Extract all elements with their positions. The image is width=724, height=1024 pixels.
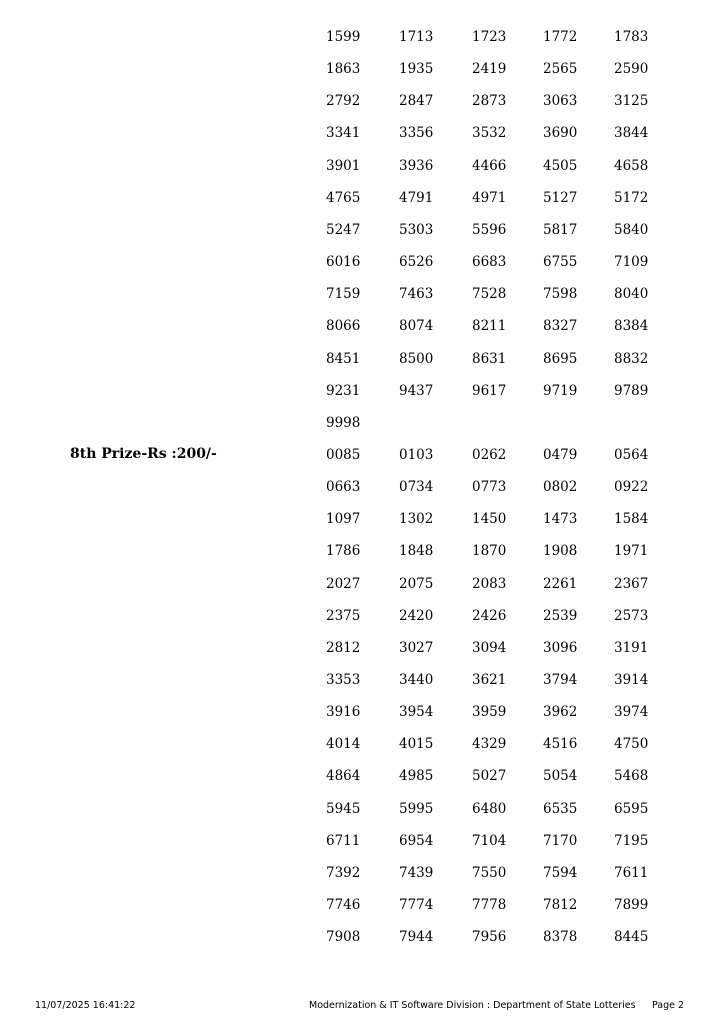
- winning-number: 7611: [614, 864, 649, 881]
- winning-number: 8832: [614, 350, 649, 367]
- winning-number: 4971: [472, 189, 507, 206]
- winning-number: 7598: [543, 286, 578, 303]
- winning-number: 5596: [472, 221, 507, 238]
- winning-number: 4985: [399, 768, 434, 785]
- winning-number: 3191: [614, 639, 649, 656]
- winning-number: 5054: [543, 768, 578, 785]
- winning-number: 7170: [543, 832, 578, 849]
- winning-number: 7528: [472, 286, 507, 303]
- winning-number: 7774: [399, 897, 434, 913]
- winning-number: 8040: [614, 286, 649, 303]
- number-row: [326, 702, 666, 722]
- winning-number: 1713: [399, 29, 434, 45]
- winning-number: 3341: [326, 125, 361, 142]
- number-row: [326, 349, 666, 369]
- winning-number: 7956: [472, 929, 507, 946]
- winning-number: 2812: [326, 639, 361, 656]
- winning-number: 8066: [326, 318, 361, 335]
- winning-number: 0663: [326, 479, 361, 496]
- number-row: [326, 574, 666, 594]
- winning-number: 3440: [399, 672, 434, 688]
- winning-number: 0479: [543, 446, 578, 463]
- winning-number: 5817: [543, 221, 578, 238]
- winning-number: 2873: [472, 93, 507, 110]
- winning-number: 7195: [614, 832, 649, 849]
- winning-number: 3959: [472, 704, 507, 721]
- number-row: [326, 863, 666, 883]
- winning-number: 3936: [399, 157, 434, 174]
- winning-number: 3844: [614, 125, 649, 142]
- winning-number: 6954: [399, 832, 434, 849]
- winning-number: 9719: [543, 382, 578, 399]
- winning-number: 0103: [399, 446, 434, 463]
- number-row: [326, 477, 666, 497]
- winning-number: 6526: [399, 254, 434, 270]
- winning-number: 1908: [543, 543, 578, 560]
- footer-timestamp: 11/07/2025 16:41:22: [35, 1000, 136, 1011]
- winning-number: 4466: [472, 157, 507, 174]
- winning-number: 1848: [399, 543, 434, 560]
- winning-number: 2420: [399, 607, 434, 624]
- winning-number: 1783: [614, 29, 649, 45]
- winning-number: 4516: [543, 736, 578, 753]
- winning-number: 5840: [614, 221, 649, 238]
- winning-number: 9617: [472, 382, 507, 399]
- number-row: [326, 381, 666, 401]
- footer-page-number: Page 2: [652, 1000, 685, 1011]
- number-row: [326, 220, 666, 240]
- winning-number: 3356: [399, 125, 434, 142]
- winning-number: 0262: [472, 446, 507, 463]
- winning-number: 9231: [326, 382, 361, 399]
- winning-number: 8451: [326, 350, 361, 367]
- winning-number: 7439: [399, 864, 434, 881]
- winning-number: 4765: [326, 189, 361, 206]
- winning-number: 7594: [543, 864, 578, 881]
- winning-number: 4791: [399, 189, 434, 206]
- number-row: [326, 766, 666, 786]
- winning-number: 1863: [326, 61, 361, 78]
- winning-number: 3901: [326, 157, 361, 174]
- winning-number: 3794: [543, 672, 578, 688]
- winning-number: 4864: [326, 768, 361, 785]
- winning-number: 7899: [614, 897, 649, 913]
- winning-number: 2261: [543, 575, 578, 592]
- winning-number: 8445: [614, 929, 649, 946]
- winning-number: 6683: [472, 254, 507, 270]
- number-row: [326, 188, 666, 208]
- winning-number: 2847: [399, 93, 434, 110]
- winning-number: 1723: [472, 29, 507, 45]
- winning-number: 0734: [399, 479, 434, 496]
- winning-number: 2573: [614, 607, 649, 624]
- winning-number: 2027: [326, 575, 361, 592]
- winning-number: 3914: [614, 672, 649, 688]
- winning-number: 4014: [326, 736, 361, 753]
- winning-number: 7746: [326, 897, 361, 913]
- winning-number: 3125: [614, 93, 649, 110]
- winning-number: 3954: [399, 704, 434, 721]
- number-row: [326, 799, 666, 819]
- winning-number: 2792: [326, 93, 361, 110]
- winning-number: 0802: [543, 479, 578, 496]
- number-row: [326, 27, 666, 47]
- winning-number: 3063: [543, 93, 578, 110]
- winning-number: 7908: [326, 929, 361, 946]
- winning-number: 3974: [614, 704, 649, 721]
- winning-number: 6535: [543, 800, 578, 817]
- winning-number: 7159: [326, 286, 361, 303]
- winning-number: 0922: [614, 479, 649, 496]
- winning-number: 1971: [614, 543, 649, 560]
- number-row: [326, 670, 666, 690]
- number-row: [326, 638, 666, 658]
- prize-label-8th: 8th Prize-Rs :200/-: [70, 446, 217, 462]
- winning-number: 7944: [399, 929, 434, 946]
- winning-number: 6016: [326, 254, 361, 270]
- number-row: [326, 606, 666, 626]
- winning-number: 4505: [543, 157, 578, 174]
- number-row: [326, 509, 666, 529]
- footer-division: Modernization & IT Software Division : Department of State Lotteries: [309, 1000, 636, 1011]
- winning-number: 3621: [472, 672, 507, 688]
- winning-number: 1870: [472, 543, 507, 560]
- winning-number: 3690: [543, 125, 578, 142]
- winning-number: 2367: [614, 575, 649, 592]
- number-row: [326, 413, 666, 433]
- winning-number: 7550: [472, 864, 507, 881]
- winning-number: 4658: [614, 157, 649, 174]
- winning-number: 5027: [472, 768, 507, 785]
- winning-number: 2083: [472, 575, 507, 592]
- winning-number: 2375: [326, 607, 361, 624]
- winning-number: 4015: [399, 736, 434, 753]
- winning-number: 5247: [326, 221, 361, 238]
- winning-number: 1584: [614, 511, 649, 528]
- number-row: [326, 123, 666, 143]
- winning-number: 0773: [472, 479, 507, 496]
- winning-number: 9789: [614, 382, 649, 399]
- number-row: [326, 59, 666, 79]
- winning-number: 2419: [472, 61, 507, 78]
- winning-number: 2590: [614, 61, 649, 78]
- winning-number: 8378: [543, 929, 578, 946]
- winning-number: 5303: [399, 221, 434, 238]
- number-row: [326, 734, 666, 754]
- winning-number: 6595: [614, 800, 649, 817]
- winning-number: 7463: [399, 286, 434, 303]
- winning-number: 3916: [326, 704, 361, 721]
- winning-number: 5172: [614, 189, 649, 206]
- winning-number: 5468: [614, 768, 649, 785]
- winning-number: 1302: [399, 511, 434, 528]
- winning-number: 0564: [614, 446, 649, 463]
- number-row: [326, 252, 666, 272]
- winning-number: 3027: [399, 639, 434, 656]
- winning-number: 1473: [543, 511, 578, 528]
- winning-number: 2565: [543, 61, 578, 78]
- winning-number: 1450: [472, 511, 507, 528]
- number-row: [326, 156, 666, 176]
- winning-number: 3962: [543, 704, 578, 721]
- winning-number: 7104: [472, 832, 507, 849]
- winning-number: 3353: [326, 672, 361, 688]
- number-row: [326, 445, 666, 465]
- winning-number: 8074: [399, 318, 434, 335]
- number-row: [326, 91, 666, 111]
- winning-number: 8500: [399, 350, 434, 367]
- winning-number: 8327: [543, 318, 578, 335]
- winning-number: 4329: [472, 736, 507, 753]
- number-row: [326, 927, 666, 947]
- winning-number: 9998: [326, 414, 361, 431]
- number-row: [326, 284, 666, 304]
- number-row: [326, 831, 666, 851]
- winning-number: 3096: [543, 639, 578, 656]
- winning-number: 7392: [326, 864, 361, 881]
- winning-number: 1935: [399, 61, 434, 78]
- winning-number: 4750: [614, 736, 649, 753]
- winning-number: 1786: [326, 543, 361, 560]
- winning-number: 6755: [543, 254, 578, 270]
- winning-number: 6711: [326, 832, 361, 849]
- number-row: [326, 316, 666, 336]
- winning-number: 7778: [472, 897, 507, 913]
- winning-number: 3532: [472, 125, 507, 142]
- winning-number: 1599: [326, 29, 361, 45]
- winning-number: 5945: [326, 800, 361, 817]
- winning-number: 5127: [543, 189, 578, 206]
- winning-number: 1772: [543, 29, 578, 45]
- winning-number: 3094: [472, 639, 507, 656]
- winning-number: 8631: [472, 350, 507, 367]
- winning-number: 2426: [472, 607, 507, 624]
- winning-number: 7812: [543, 897, 578, 913]
- winning-number: 2075: [399, 575, 434, 592]
- winning-number: 6480: [472, 800, 507, 817]
- winning-number: 1097: [326, 511, 361, 528]
- winning-number: 2539: [543, 607, 578, 624]
- winning-number: 0085: [326, 446, 361, 463]
- winning-number: 8211: [472, 318, 507, 335]
- winning-number: 9437: [399, 382, 434, 399]
- winning-number: 8384: [614, 318, 649, 335]
- winning-number: 8695: [543, 350, 578, 367]
- number-row: [326, 541, 666, 561]
- number-row: [326, 895, 666, 915]
- winning-number: 7109: [614, 254, 649, 270]
- winning-number: 5995: [399, 800, 434, 817]
